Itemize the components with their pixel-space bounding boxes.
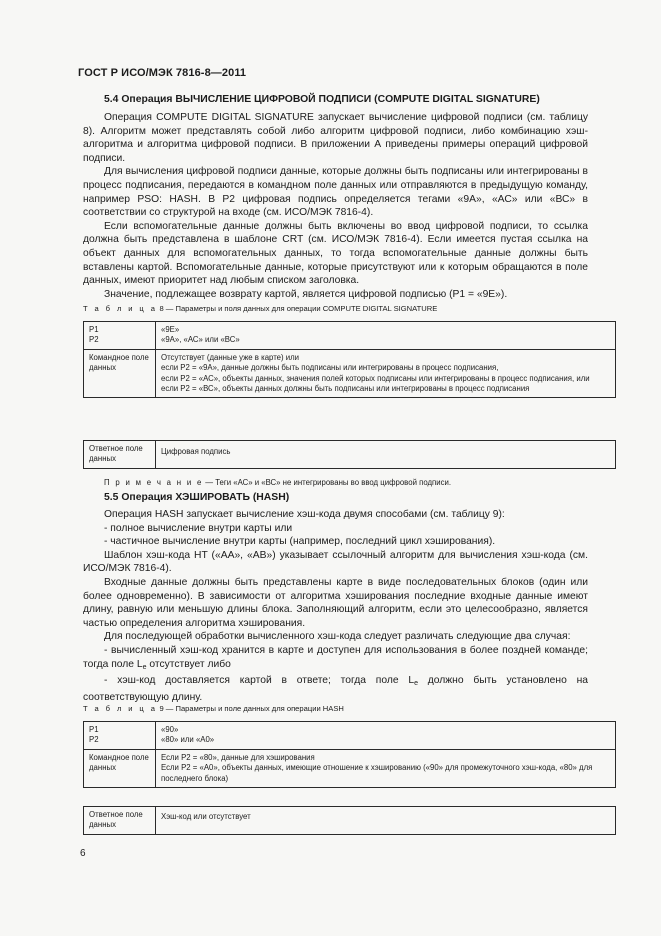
section-5-4-heading: 5.4 Операция ВЫЧИСЛЕНИЕ ЦИФРОВОЙ ПОДПИСИ (COMPUTE DIGITAL SIGNATURE) (104, 94, 540, 105)
cell-text: Отсутствует (данные уже в карте) или если P2 = «9А», данные должны быть подписаны или интегрированы в процесс подписания, если P2 = «АС», объекты данных, значения полей которых подписаны или интегрированы в процесс подписания, или если P2 = «ВС», объекты данных должны быть подписаны или интегрированы в процесс подписания (161, 352, 590, 394)
section-5-5-body (83, 508, 588, 704)
list-item (83, 674, 588, 704)
table-row (84, 722, 616, 750)
table-value-cell (156, 322, 616, 350)
cell-text: Командное поле данных (89, 752, 149, 773)
cell-text: «9Е» «9А», «АС» или «ВС» (161, 325, 240, 345)
cell-text: Ответное поле данных (89, 810, 143, 830)
note-prefix: П р и м е ч а н и е (104, 478, 204, 487)
list-text: - хэш-код доставляется картой в ответе; тогда поле L (104, 675, 415, 687)
table-value-cell (156, 441, 616, 469)
caption-prefix: Т а б л и ц а (83, 704, 158, 713)
subscript: e (414, 680, 418, 688)
table-9-caption (83, 704, 344, 713)
note-text: — Теги «АС» и «ВС» не интегрированы во ввод цифровой подписи. (203, 478, 452, 487)
list-text: отсутствует либо (146, 658, 231, 670)
paragraph: Шаблон хэш-кода HT («АА», «АВ») указывает ссылочный алгоритм для вычисления хэш-кода (см. ИСО/МЭК 7816-4). (83, 549, 588, 575)
table-key-cell (84, 807, 156, 835)
section-5-5-heading: 5.5 Операция ХЭШИРОВАТЬ (HASH) (104, 492, 290, 503)
table-9 (83, 721, 616, 788)
table-key-cell (84, 322, 156, 350)
table-8-caption (83, 304, 437, 313)
page-number: 6 (80, 848, 86, 859)
table-row (84, 322, 616, 350)
list-text: должно быть установлено на соответствующую длину. (83, 675, 588, 703)
table-key-cell (84, 441, 156, 469)
table-value-cell (156, 749, 616, 787)
table-row (84, 441, 616, 469)
paragraph: Операция HASH запускает вычисление хэш-кода двумя способами (см. таблицу 9): (104, 509, 505, 520)
cell-text: Командное поле данных (89, 352, 149, 373)
cell-text: Цифровая подпись (161, 447, 231, 456)
table-value-cell (156, 349, 616, 398)
table-8-response (83, 440, 616, 469)
caption-text: 8 — Параметры и поля данных для операции COMPUTE DIGITAL SIGNATURE (159, 304, 438, 313)
list-item: - полное вычисление внутри карты или (104, 522, 293, 534)
table-row (84, 349, 616, 398)
table-row (84, 749, 616, 787)
section-5-4-body (83, 111, 588, 301)
cell-text: Хэш-код или отсутствует (161, 812, 251, 821)
table-8-note (104, 478, 451, 487)
paragraph: Если вспомогательные данные должны быть включены во ввод цифровой подписи, то ссылка должна быть представлена в шаблоне CRT (см. ИСО/МЭК 7816-4). Если имеется пустая ссылка на объект данных для вспомогательных данных, то тогда вспомогательные данные должны быть вставлены картой. Вспомогательные данные, которые присутствуют или к которым обращаются в поле данных, имеют приоритет над любым списком заголовка. (83, 220, 588, 287)
caption-text: 9 — Параметры и поле данных для операции HASH (159, 704, 344, 713)
table-9-response (83, 806, 616, 835)
paragraph: Значение, подлежащее возврату картой, является цифровой подписью (P1 = «9Е»). (104, 288, 508, 300)
list-item (83, 644, 588, 674)
table-value-cell (156, 807, 616, 835)
paragraph: Входные данные должны быть представлены карте в виде последовательных блоков (один или более одновременно). В зависимости от алгоритма хэширования последние входные данные имеют длину, равную или меньшую длины блока. Заполняющий алгоритм, если это целесообразно, является частью определения алгоритма хэширования. (83, 576, 588, 629)
paragraph: Операция COMPUTE DIGITAL SIGNATURE запускает вычисление цифровой подписи (см. таблицу 8). Алгоритм может представлять собой либо алгоритм цифровой подписи, либо комбинацию хэш-алгоритма и алгоритма цифровой подписи. В приложении А приведены примеры операций цифровой подписи. (83, 112, 588, 164)
subscript: e (142, 663, 147, 671)
table-value-cell (156, 722, 616, 750)
table-key-cell (84, 722, 156, 750)
cell-text: Если P2 = «80», данные для хэширования Если P2 = «А0», объекты данных, имеющие отношение к хэшированию («90» для промежуточного хэш-кода, «80» для последнего блока) (161, 752, 593, 783)
table-key-cell (84, 749, 156, 787)
table-8 (83, 321, 616, 398)
cell-text: «90» «80» или «А0» (161, 725, 215, 745)
paragraph: Для последующей обработки вычисленного хэш-кода следует различать следующие два случая: (104, 631, 571, 643)
paragraph: Для вычисления цифровой подписи данные, которые должны быть подписаны или интегрированы в процесс подписания, передаются в командном поле данных или отправляются в предыдущую команду, например PSO: HASH. В P2 цифровая подпись определяется тегами «9А», «АС» или «ВС» в соответствии со структурой на входе (см. ИСО/МЭК 7816-4). (83, 166, 588, 219)
cell-text: P1 P2 (89, 725, 99, 745)
table-key-cell (84, 349, 156, 398)
table-row (84, 807, 616, 835)
cell-text: P1 P2 (89, 325, 99, 345)
cell-text: Ответное поле данных (89, 444, 143, 464)
caption-prefix: Т а б л и ц а (83, 304, 158, 313)
list-item: - частичное вычисление внутри карты (например, последний цикл хэширования). (104, 536, 496, 548)
list-text: - вычисленный хэш-код хранится в карте и доступен для использования в более поздней команде; тогда поле L (83, 644, 588, 670)
document-header: ГОСТ Р ИСО/МЭК 7816-8—2011 (78, 67, 247, 79)
